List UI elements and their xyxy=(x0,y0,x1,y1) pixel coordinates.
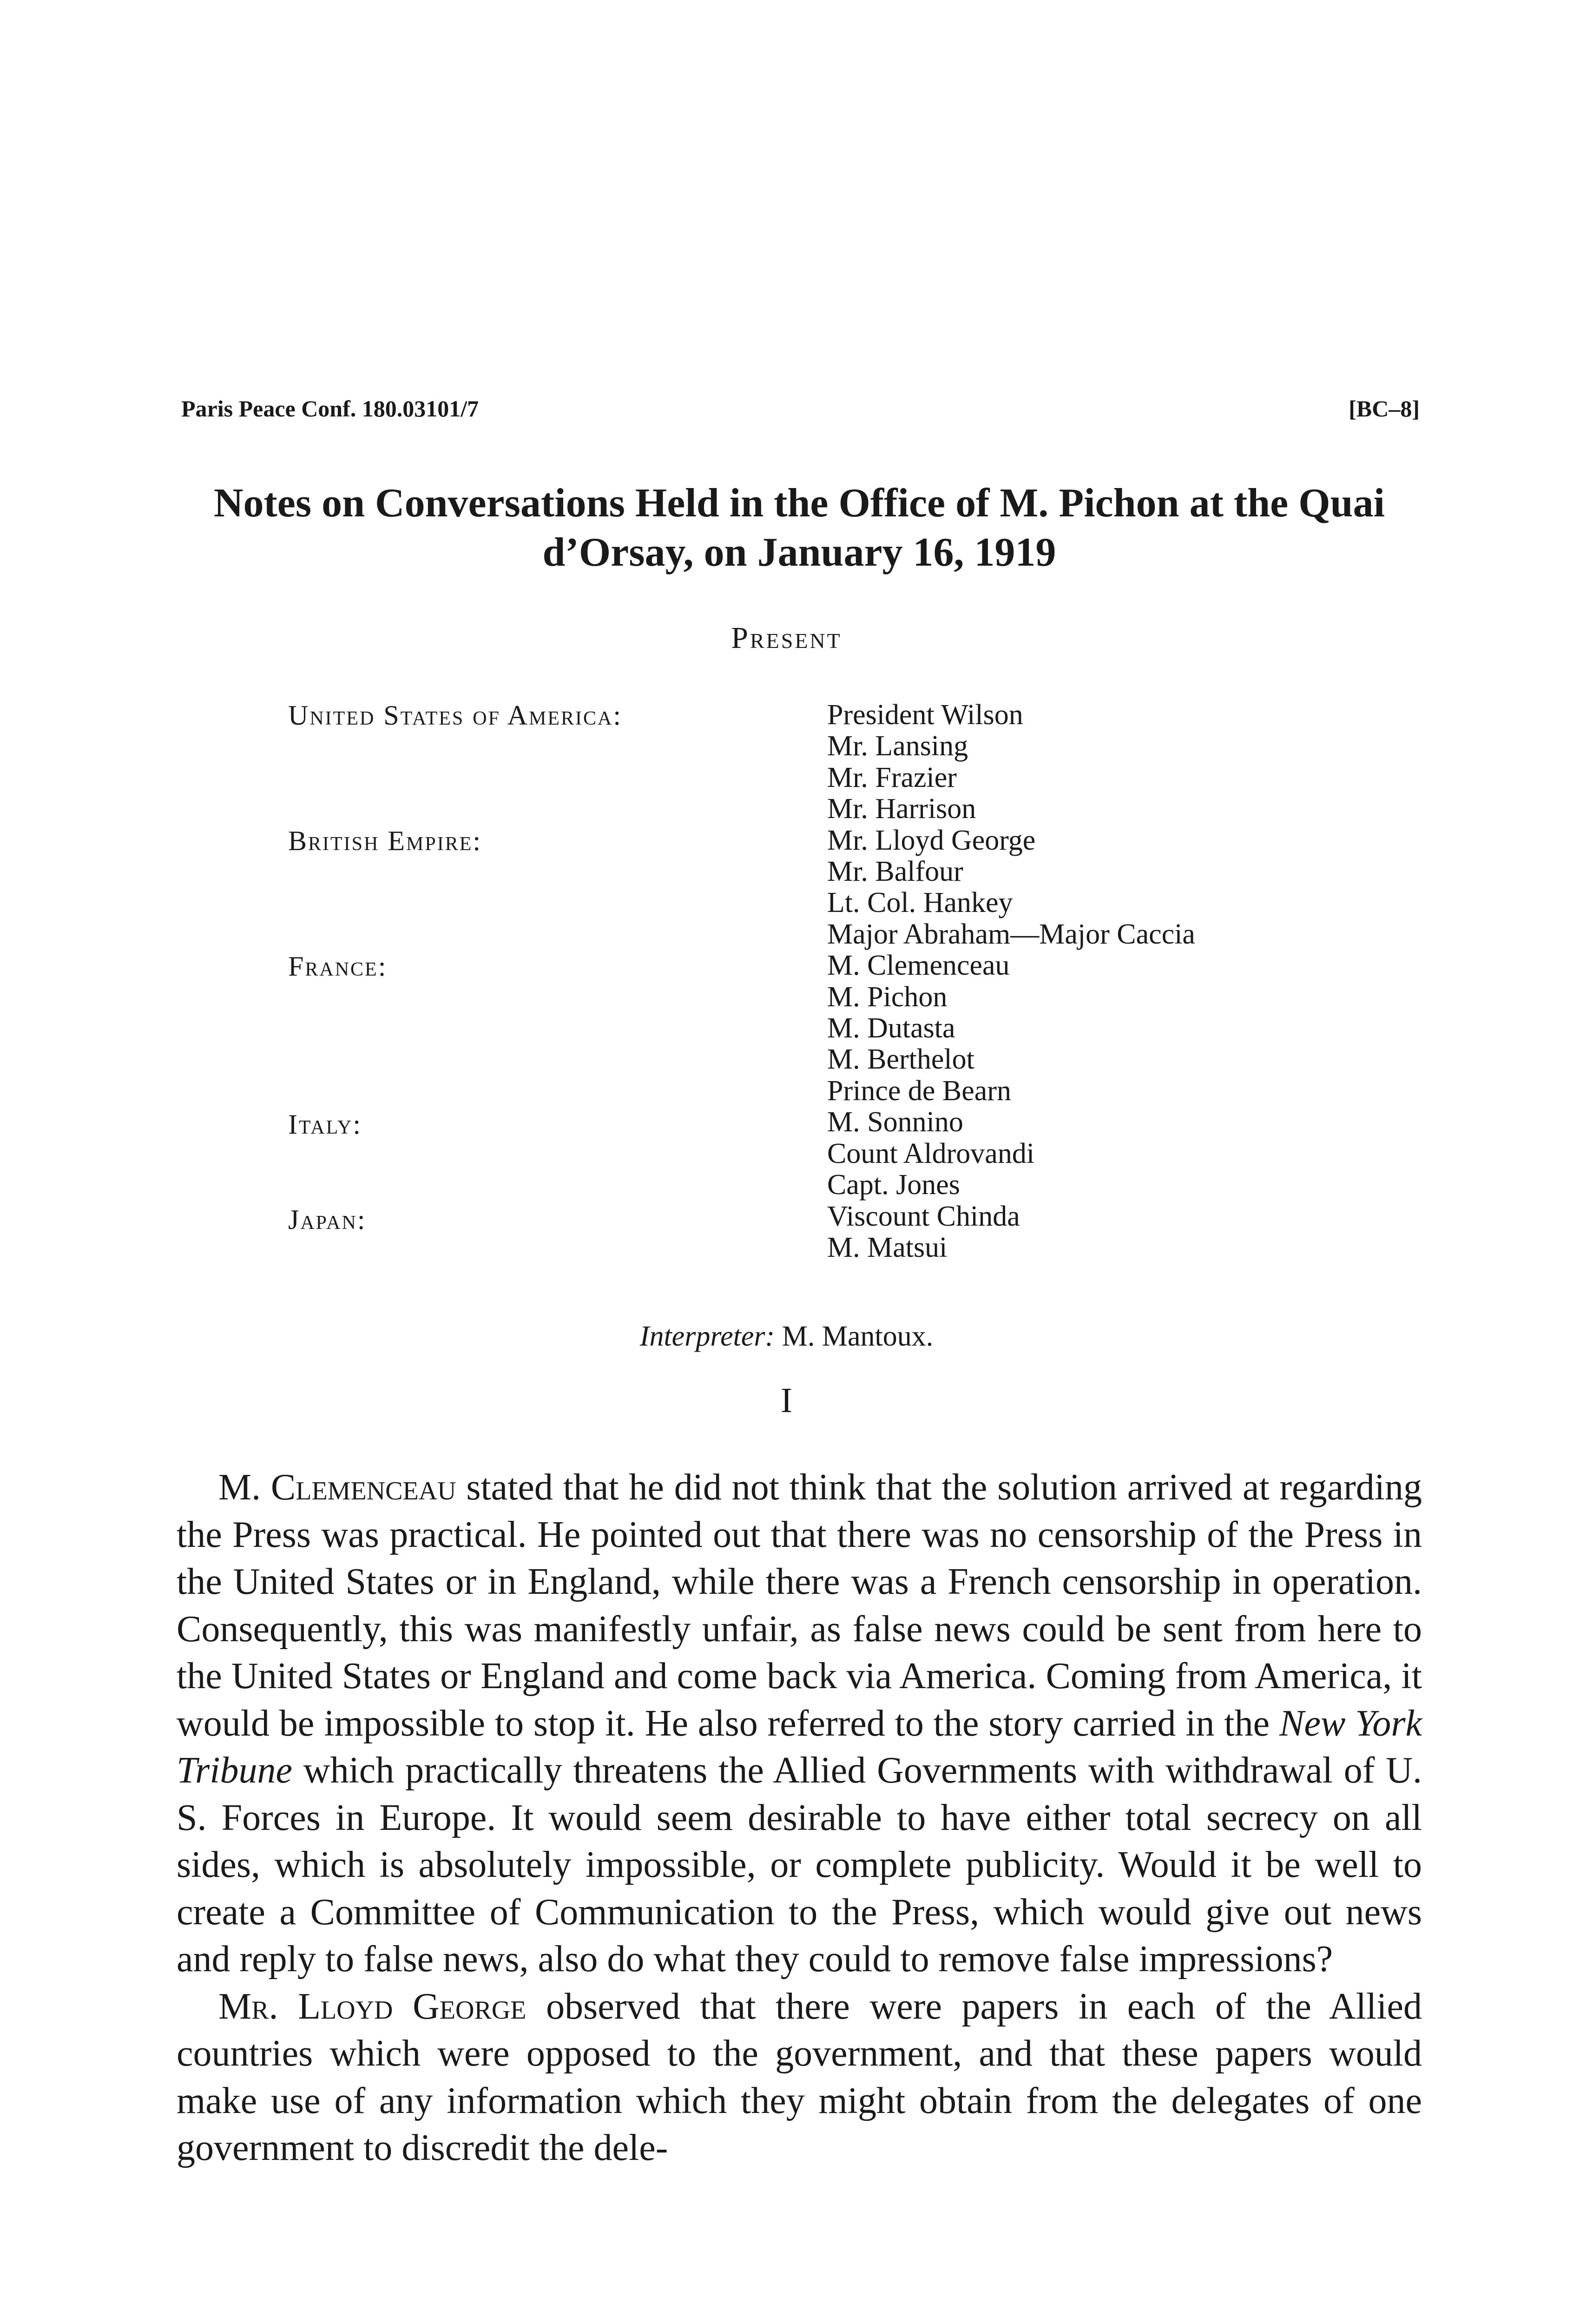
attendee-name: Mr. Lloyd George xyxy=(827,824,1036,856)
interpreter-name: M. Mantoux. xyxy=(782,1320,934,1352)
document-code: [BC–8] xyxy=(1349,396,1420,422)
attendee-name: Mr. Balfour xyxy=(827,856,963,888)
newspaper-title: New York Tribune xyxy=(177,1703,1422,1791)
country-label-usa: United States of America: xyxy=(288,700,623,731)
attendee-name: Count Aldrovandi xyxy=(827,1137,1035,1169)
attendee-name: Capt. Jones xyxy=(827,1169,960,1201)
attendee-name: M. Clemenceau xyxy=(827,950,1010,982)
archive-reference: Paris Peace Conf. 180.03101/7 xyxy=(181,396,479,422)
attendee-name: M. Matsui xyxy=(827,1231,948,1263)
attendee-name: M. Dutasta xyxy=(827,1012,955,1044)
attendee-name: Major Abraham—Major Caccia xyxy=(827,918,1195,950)
paragraph-text: which practically threatens the Allied Governments with withdrawal of U. S. Forces in Europe. It would seem desirable to have either total secrecy on all sides, which is absolutely impossible, or complete publicity. Would it be well to create a Committee of Communication to the Press, which would give out news and reply to false news, also do what they could to remove false impressions? xyxy=(177,1750,1422,1980)
page-title: Notes on Conversations Held in the Office of M. Pichon at the Quai d’Orsay, on January 16, 1919 xyxy=(213,481,1385,575)
paragraph-text: observed that there were papers in each of the Allied countries which were opposed to the government, and that these papers would make use of any information which they might obtain from the delegates of one government to discredit the dele- xyxy=(177,1986,1422,2168)
attendee-name: Mr. Lansing xyxy=(827,730,968,762)
attendee-name: President Wilson xyxy=(827,699,1023,731)
attendee-name: Prince de Bearn xyxy=(827,1075,1011,1107)
country-label-british-empire: British Empire: xyxy=(288,825,482,856)
body-text xyxy=(177,1464,1422,2172)
paragraph-text: stated that he did not think that the solution arrived at regarding the Press was practical. He pointed out that there was no censorship of the Press in the United States or in England, while there was a French censorship in operation. Consequently, this was manifestly unfair, as false news could be sent from here to the United States or England and come back via America. Coming from America, it would be impossible to stop it. He also referred to the story carried in the xyxy=(177,1467,1422,1744)
attendee-name: Mr. Harrison xyxy=(827,793,976,825)
section-numeral: I xyxy=(780,1381,793,1420)
interpreter-label: Interpreter: xyxy=(639,1320,775,1352)
speaker-name: M. Clemenceau xyxy=(218,1467,456,1508)
attendee-name: M. Sonnino xyxy=(827,1106,963,1138)
attendee-name: M. Berthelot xyxy=(827,1043,974,1076)
attendee-list xyxy=(827,700,1195,1263)
present-heading: Present xyxy=(731,621,842,655)
attendee-name: M. Pichon xyxy=(827,981,948,1013)
country-label-japan: Japan: xyxy=(288,1204,367,1235)
interpreter-line xyxy=(0,1320,1573,1353)
speaker-name: Mr. Lloyd George xyxy=(218,1986,527,2027)
attendee-name: Mr. Frazier xyxy=(827,761,957,793)
attendee-name: Viscount Chinda xyxy=(827,1200,1020,1232)
attendee-name: Lt. Col. Hankey xyxy=(827,887,1013,919)
paragraph xyxy=(177,1983,1422,2172)
country-label-italy: Italy: xyxy=(288,1109,362,1140)
country-label-france: France: xyxy=(288,951,388,982)
paragraph xyxy=(177,1464,1422,1983)
